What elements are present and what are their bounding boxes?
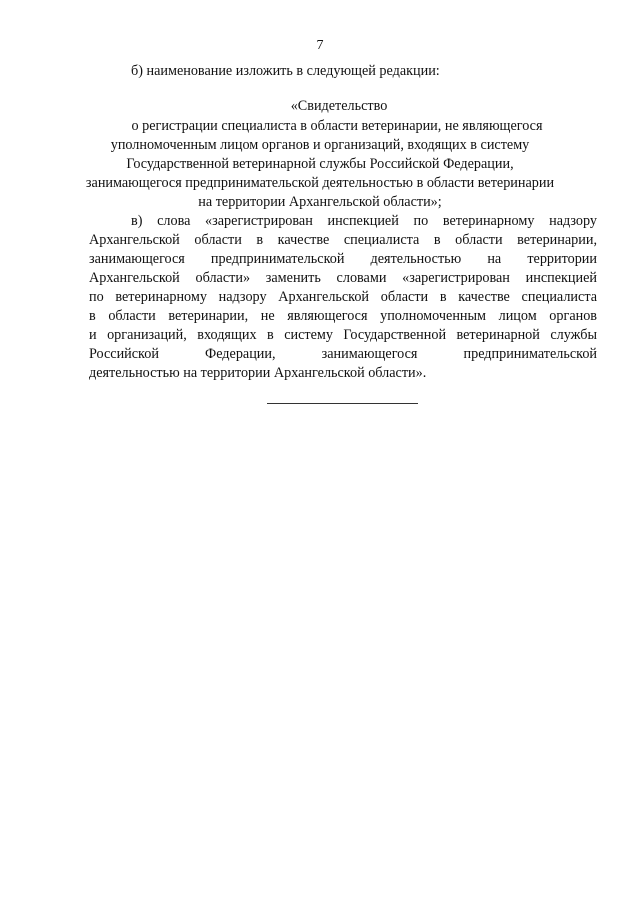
paragraph-line: в области ветеринарии, не являющегося уполномоченным лицом органов <box>89 308 597 324</box>
paragraph-line: занимающегося предпринимательской деятельностью на территории <box>89 251 597 267</box>
heading-line: занимающегося предпринимательской деятельностью в области ветеринарии <box>85 175 555 191</box>
paragraph-line: Российской Федерации, занимающегося предпринимательской <box>89 346 597 362</box>
paragraph-line: в) слова «зарегистрирован инспекцией по ветеринарному надзору <box>131 213 597 229</box>
paragraph-line: Архангельской области в качестве специалиста в области ветеринарии, <box>89 232 597 248</box>
paragraph-line: и организаций, входящих в систему Государственной ветеринарной службы <box>89 327 597 343</box>
heading-line: «Свидетельство <box>290 98 388 114</box>
item-b-text: б) наименование изложить в следующей редакции: <box>131 63 440 79</box>
paragraph-line: Архангельской области» заменить словами «зарегистрирован инспекцией <box>89 270 597 286</box>
heading-line: на территории Архангельской области»; <box>198 194 442 210</box>
paragraph-line: по ветеринарному надзору Архангельской области в качестве специалиста <box>89 289 597 305</box>
separator-line <box>267 403 418 404</box>
heading-line: уполномоченным лицом органов и организаций, входящих в систему <box>110 137 530 153</box>
heading-line: Государственной ветеринарной службы Российской Федерации, <box>126 156 514 172</box>
paragraph-line: деятельностью на территории Архангельской области». <box>89 365 427 381</box>
heading-line: о регистрации специалиста в области ветеринарии, не являющегося <box>131 118 543 134</box>
page-number: 7 <box>316 38 324 53</box>
